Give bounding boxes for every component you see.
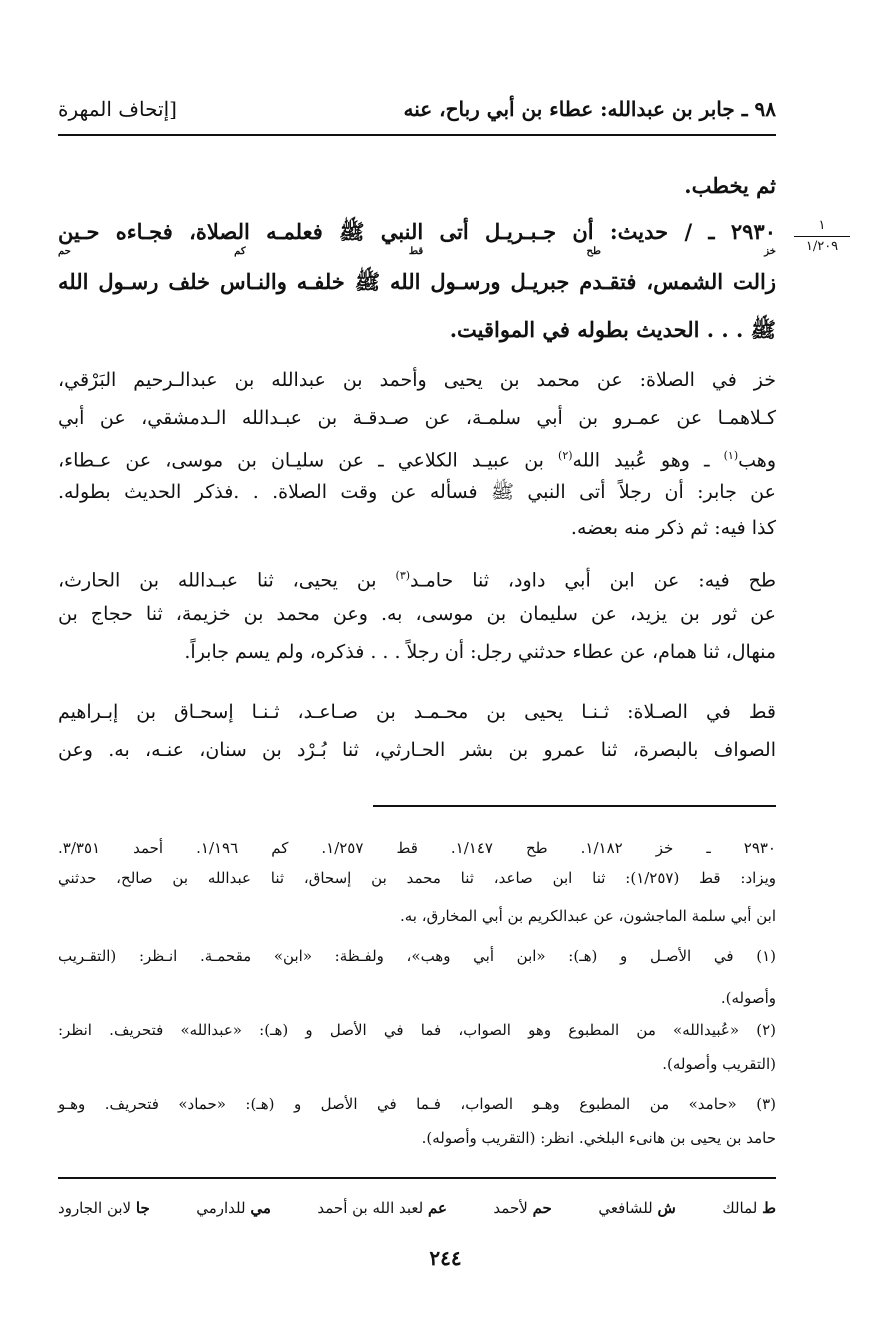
margin-note-rule	[794, 236, 850, 237]
legend-code: عم	[428, 1199, 447, 1217]
footnote-line: (١) في الأصـل و (هـ): «ابن أبي وهب»، ولفـظة: «ابن» مقحمـة. انـظر: (التقـريب	[58, 947, 776, 965]
text-line: ﷺ . . . الحديث بطوله في المواقيت.	[449, 317, 776, 342]
legend-item	[196, 1199, 271, 1217]
abbreviation-legend	[58, 1193, 776, 1223]
text-line: عن ثور بن يزيد، عن سليمان بن موسى، به. وعن محمد بن خزيمة، ثنا حجاج بن	[58, 603, 776, 625]
edition-codes: خز طح قط كم حم	[58, 246, 776, 257]
legend-text: لأحمد	[493, 1199, 528, 1217]
legend-code: ط	[762, 1199, 776, 1217]
legend-code: ش	[657, 1199, 676, 1217]
text-line: خز في الصلاة: عن محمد بن يحيى وأحمد بن عبدالله بن عبدالـرحيم البَرْقي،	[58, 369, 776, 391]
header-rule	[58, 134, 776, 136]
page-number: ٢٤٤	[429, 1246, 462, 1270]
footnote-line: (٢) «عُبيدالله» من المطبوع وهو الصواب، فما في الأصل و (هـ): «عبدالله» فتحريف. انظر:	[58, 1021, 776, 1039]
text-line: قط في الصـلاة: ثـنـا يحيى بن محـمـد بن صـاعـد، ثـنـا إسحـاق بن إبـراهيم	[58, 701, 776, 723]
margin-note	[782, 218, 862, 255]
text-line: ثم يخطب.	[684, 173, 776, 198]
line-text: زالت الشمس، فتقـدم جبريـل ورسـول الله ﷺ خلفـه والنـاس خلف رسـول الله	[58, 269, 776, 294]
text-line: الصواف بالبصرة، ثنا عمرو بن بشر الحـارثي، ثنا بُـرْد بن سنان، عنـه، به. وعن	[58, 739, 776, 761]
footnote-line: وأصوله).	[720, 989, 776, 1007]
legend-text: لابن الجارود	[58, 1199, 132, 1217]
legend-code: جا	[135, 1199, 150, 1217]
text-line: منهال، ثنا همام، عن عطاء حدثني رجل: أن رجلاً . . . فذكره، ولم يسم جابراً.	[184, 641, 776, 663]
legend-rule	[58, 1177, 776, 1179]
hadith-heading-line: ٢٩٣٠ ـ / حديث: أن جـبـريـل أتى النبي ﷺ فعلمـه الصلاة، فجـاءه حـين	[58, 219, 776, 244]
footnote-rule	[373, 805, 776, 807]
text-line	[58, 436, 776, 476]
footnote-line: ابن أبي سلمة الماجشون، عن عبدالكريم بن أبي المخارق، به.	[400, 907, 776, 925]
legend-item	[722, 1199, 776, 1217]
footnote-line: (التقريب وأصوله).	[662, 1055, 776, 1073]
line-text: وهب	[738, 449, 776, 472]
line-text: طح فيه: عن ابن أبي داود، ثنا حامـد	[410, 569, 777, 592]
legend-item	[58, 1199, 150, 1217]
line-text: بن يحيى، ثنا عبـدالله بن الحارث،	[58, 569, 396, 592]
text-line	[58, 246, 776, 302]
footnote-line: ويزاد: قط (١/٢٥٧): ثنا ابن صاعد، ثنا محمد بن إسحاق، ثنا عبدالله بن صالح، حدثني	[58, 869, 776, 887]
legend-item	[598, 1199, 676, 1217]
footnote-ref: (١)	[723, 449, 739, 462]
legend-text: للشافعي	[598, 1199, 653, 1217]
legend-code: حم	[532, 1199, 552, 1217]
legend-text: للدارمي	[196, 1199, 246, 1217]
legend-item	[493, 1199, 551, 1217]
legend-text: لمالك	[722, 1199, 758, 1217]
margin-note-bottom: ١/٢٠٩	[805, 239, 839, 254]
footnote-ref: (٣)	[395, 569, 411, 582]
chapter-title: ٩٨ ـ جابر بن عبدالله: عطاء بن أبي رباح، عنه	[403, 97, 776, 121]
text-line: كـلاهمـا عن عمـرو بن أبي سلمـة، عن صـدقـة بن عبـدالله الـدمشقي، عن أبي	[58, 407, 776, 429]
legend-code: مي	[250, 1199, 271, 1217]
legend-item	[317, 1199, 447, 1217]
text-line: عن جابر: أن رجلاً أتى النبي ﷺ فسأله عن وقت الصلاة. . .فذكر الحديث بطوله.	[58, 481, 776, 503]
footnote-ref: (٢)	[558, 449, 573, 462]
text-line	[58, 556, 776, 596]
footnote-line: حامد بن يحيى بن هانىء البلخي. انظر: (التقريب وأصوله).	[421, 1129, 776, 1147]
text-line: كذا فيه: ثم ذكر منه بعضه.	[570, 517, 776, 539]
legend-text: لعبد الله بن أحمد	[317, 1199, 424, 1217]
line-text: بن عبيـد الكلاعي ـ عن سليـان بن موسى، عن عـطاء،	[58, 449, 559, 472]
running-header	[58, 92, 776, 126]
margin-note-top: ١	[818, 218, 826, 233]
line-text: ـ وهو عُبيد الله	[572, 449, 724, 472]
footnote-line: (٣) «حامد» من المطبوع وهـو الصواب، فـما في الأصل و (هـ): «حماد» فتحريف. وهـو	[58, 1095, 776, 1113]
footnote-line: ٢٩٣٠ ـ خز ١/١٨٢. طح ١/١٤٧. قط ١/٢٥٧. كم ١/١٩٦. أحمد ٣/٣٥١.	[58, 839, 776, 857]
book-title: [إتحاف المهرة	[58, 97, 177, 121]
